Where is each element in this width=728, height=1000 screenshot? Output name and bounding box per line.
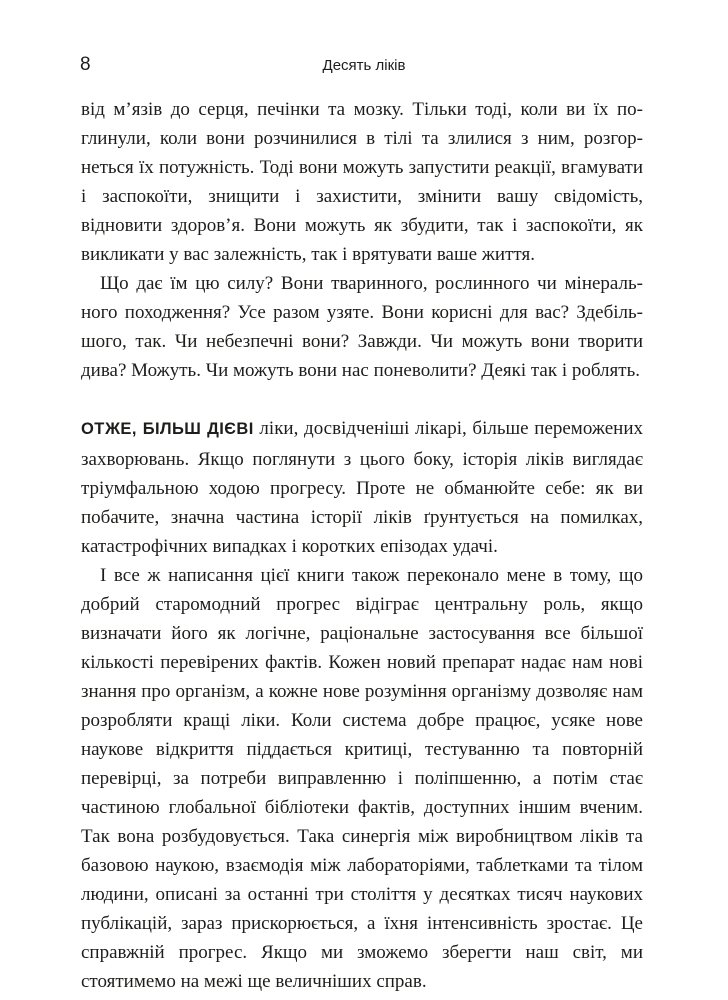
paragraph-3-text: ліки, досвідченіші лікарі, більше переможених захворювань. Якщо поглянути з цього боку, історія ліків виглядає тріумфальною ходою прогресу. Проте не обманюйте себе: як ви побачите, значна частина історії ліків ґрунтується на помилках, катастрофічних випадках і коротких епізодах удачі. [81, 418, 644, 557]
paragraph-4: І все ж написання цієї книги також переконало мене в тому, що добрий старомодний прогрес відіграє центральну роль, якщо визначати його як логічне, раціональне застосування все більшої кількості перевірених фактів. Кожен новий препарат надає нам нові знання про організм, а кожне нове розуміння організму дозволяє нам розробляти кращі ліки. Коли система добре працює, усяке нове наукове відкриття піддається критиці, тестуванню та повторній перевірці, за потреби виправленню і поліпшенню, а потім стає частиною глобальної бібліотеки фактів, доступних іншим вченим. Так вона розбудовується. Така синергія між виробництвом ліків та базовою наукою, взаємодія між лабораторіями, таблетками та тілом людини, описані за останні три століття у десятках тисяч наукових публікацій, зараз прискорюється, а їхня інтенсивність зростає. Це справжній прогрес. Якщо ми зможемо зберегти наш світ, ми стоятимемо на межі ще величніших справ. [81, 564, 643, 993]
running-header [0, 50, 728, 80]
paragraph-1: від м’язів до серця, печінки та мозку. Тільки тоді, коли ви їх поглинули, коли вони розчинилися в тілі та злилися з ним, розгорнеться їх потужність. Тоді вони можуть запустити реакції, вгамувати і заспокоїти, знищити і захистити, змінити вашу свідомість, відновити здоров’я. Вони можуть як збудити, так і заспокоїти, як викликати у вас залежність, так і врятувати ваше життя. [81, 99, 643, 266]
chapter-title: Десять ліків [322, 57, 406, 74]
paragraph-3 [81, 414, 643, 560]
section-lead-in: ОТЖЕ, БІЛЬШ ДІЄВІ [81, 420, 254, 439]
body-text [81, 95, 643, 996]
paragraph-2: Що дає їм цю силу? Вони тваринного, рослинного чи мінерального походження? Усе разом узяте. Вони корисні для вас? Здебільшого, так. Чи небезпечні вони? Завжди. Чи можуть вони творити дива? Можуть. Чи можуть вони нас поневолити? Деякі так і роблять. [81, 273, 643, 382]
page-number: 8 [80, 54, 91, 75]
section-break [81, 385, 643, 414]
